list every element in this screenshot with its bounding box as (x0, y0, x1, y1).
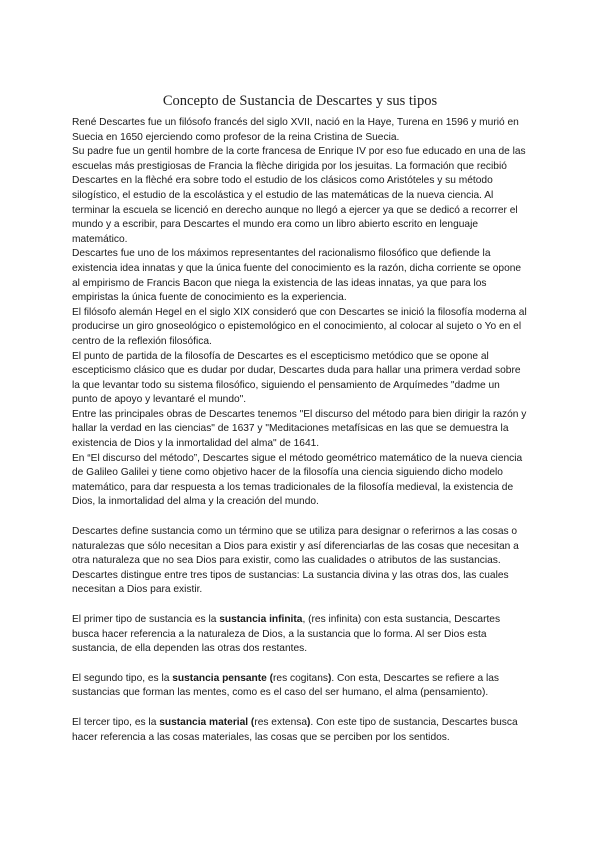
text-run: . Con esta, Descartes se refiere a las sustancias que forman las mentes, como es el caso del ser humano, el alma (pensamiento). (72, 672, 499, 699)
paragraph-method: En “El discurso del método”, Descartes sigue el método geométrico matemático de la nueva ciencia de Galileo Galilei y tiene como objetivo hacer de la filosofía una ciencia siguiendo dicho modelo matemático, para dar respuesta a los temas tradicionales de la filosofía medieval, la existencia de Dios, la inmortalidad del alma y la creación del mundo. (72, 452, 523, 508)
text-run: res extensa (254, 716, 307, 728)
spacer (72, 510, 528, 525)
bold-term-material: sustancia material ( (159, 716, 255, 728)
text-run: El segundo tipo, es la (72, 672, 173, 684)
paragraph-infinite-substance (72, 613, 528, 657)
paragraph-substance-types: Descartes distingue entre tres tipos de sustancias: La sustancia divina y las otras dos, las cuales necesitan a Dios para existir. (72, 569, 509, 596)
bold-term-thinking: sustancia pensante ( (172, 672, 274, 684)
spacer (72, 701, 528, 716)
paragraph-rationalism: Descartes fue uno de los máximos representantes del racionalismo filosófico que defiende la existencia idea innatas y que la única fuente del conocimiento es la razón, dicha corriente se opone al empirismo de Francis Bacon que niega la existencia de las ideas innatas, ya que para los empiristas la única fuente de conocimiento es la experiencia. (72, 248, 522, 304)
paragraph-material-substance (72, 716, 528, 745)
text-run: El tercer tipo, es la (72, 716, 160, 728)
text-run: . Con este tipo de sustancia, Descartes busca hacer referencia a las cosas materiales, las cosas que se perciben por los sentidos. (72, 716, 518, 743)
paragraph-works: Entre las principales obras de Descartes tenemos "El discurso del método para bien dirigir la razón y hallar la verdad en las ciencias" de 1637 y "Meditaciones metafísicas en las que se demuestra la existencia de Dios y la inmortalidad del alma" de 1641. (72, 408, 527, 450)
spacer (72, 657, 528, 672)
paragraph-thinking-substance (72, 672, 528, 701)
paragraph-education: Su padre fue un gentil hombre de la corte francesa de Enrique IV por eso fue educado en una de las escuelas más prestigiosas de Francia la flèche dirigida por los jesuitas. La formación que recibió Descartes en la flèché era sobre todo el estudio de los clásicos como Aristóteles y su método silogístico, el estudio de la escolástica y el estudio de las matemáticas de la nueva ciencia. Al terminar la escuela se licenció en derecho aunque no llegó a ejercer ya que se dedicó a recorrer el mundo y a escribir, para Descartes el mundo era como un libro abierto escrito en lenguaje matemático. (72, 146, 526, 245)
text-run: El primer tipo de sustancia es la (72, 614, 220, 625)
bold-paren: ) (327, 672, 332, 684)
paragraph-biography: René Descartes fue un filósofo francés del siglo XVII, nació en la Haye, Turena en 1596 y murió en Suecia en 1650 ejerciendo como profesor de la reina Cristina de Suecia. (72, 117, 519, 143)
text-run: , (res infinita) con esta sustancia, Descartes busca hacer referencia a la naturaleza de Dios, a la sustancia que lo forma. Al ser Dios esta sustancia, de ella dependen las otras dos restantes. (72, 614, 501, 655)
bold-paren: ) (307, 716, 311, 728)
paragraph-substance-definition: Descartes define sustancia como un término que se utiliza para designar o referirnos a las cosas o naturalezas que sólo necesitan a Dios para existir y así diferenciarlas de las cosas que necesitan a otra naturaleza que no sea Dios para existir, como las cualidades o atributos de las sustancias. (72, 526, 519, 567)
text-run: res cogitans (273, 672, 328, 684)
paragraph-skepticism: El punto de partida de la filosofía de Descartes es el escepticismo metódico que se opone al escepticismo clásico que es dudar por dudar, Descartes duda para hallar una primera verdad sobre la que levantar todo su sistema filosófico, siguiendo el pensamiento de Arquímedes "dadme un punto de apoyo y levantaré el mundo". (72, 350, 521, 406)
bold-term-infinite: sustancia infinita (219, 614, 303, 625)
document-title: Concepto de Sustancia de Descartes y sus tipos (162, 93, 438, 109)
spacer (72, 598, 528, 613)
paragraph-hegel: El filósofo alemán Hegel en el siglo XIX consideró que con Descartes se inició la filosofía moderna al producirse un giro gnoseológico o epistemológico en el conocimiento, al colocar al sujeto o Yo en el centro de la reflexión filosófica. (72, 306, 527, 347)
